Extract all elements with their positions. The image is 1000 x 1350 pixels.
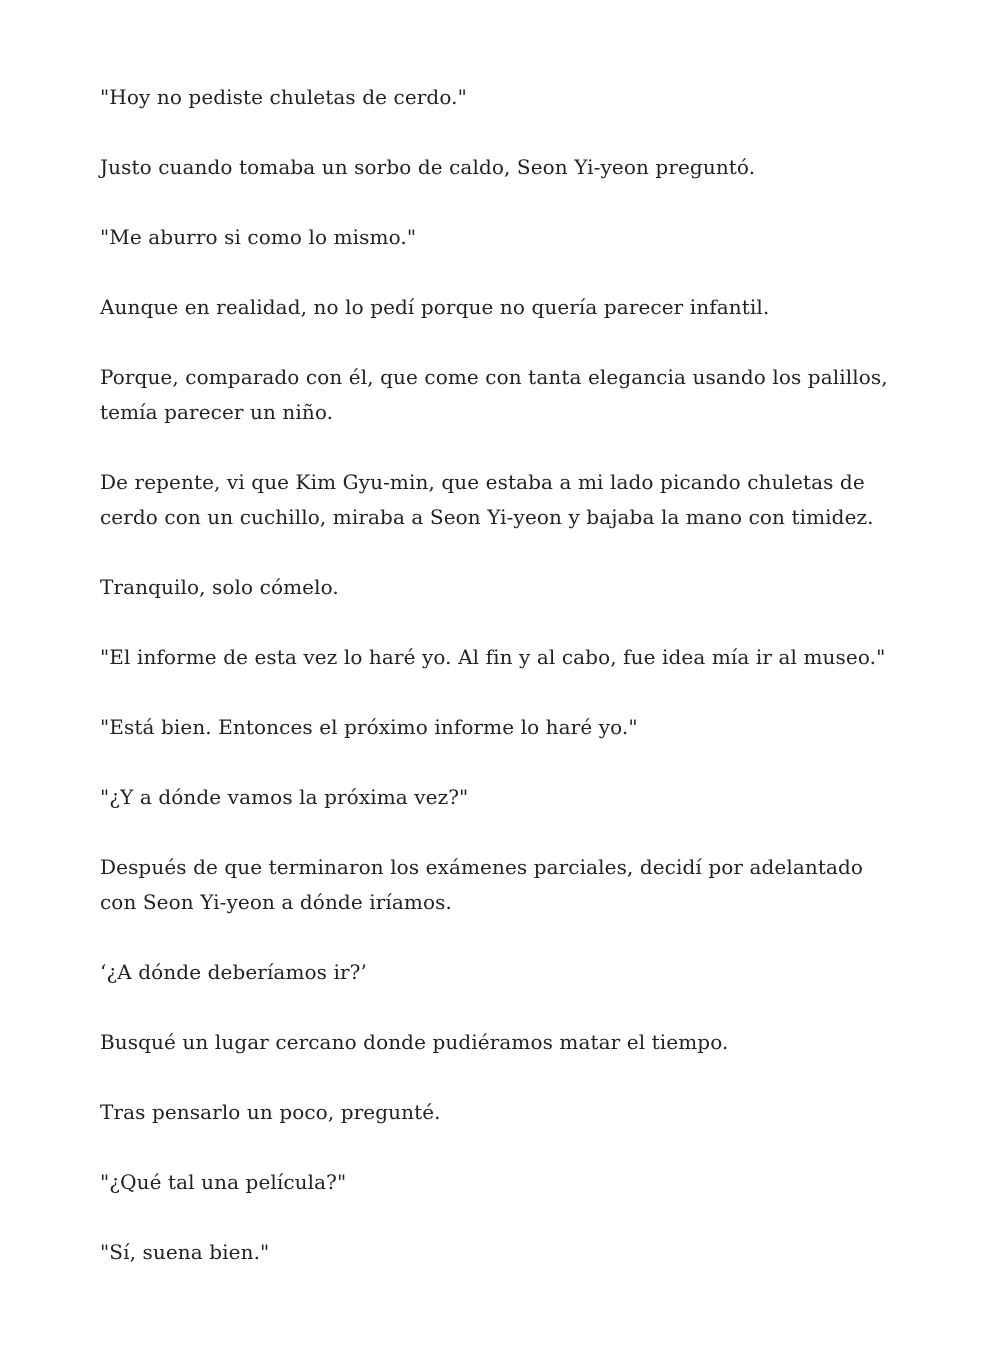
paragraph-9: "Está bien. Entonces el próximo informe lo haré yo." <box>100 715 638 739</box>
paragraph-2: Justo cuando tomaba un sorbo de caldo, Seon Yi-yeon preguntó. <box>100 155 756 179</box>
paragraph-8: "El informe de esta vez lo haré yo. Al fin y al cabo, fue idea mía ir al museo." <box>100 645 886 669</box>
paragraph-16: "Sí, suena bien." <box>100 1240 270 1264</box>
paragraph-13: Busqué un lugar cercano donde pudiéramos matar el tiempo. <box>100 1030 729 1054</box>
paragraph-15: "¿Qué tal una película?" <box>100 1170 347 1194</box>
paragraph-11: Después de que terminaron los exámenes parciales, decidí por adelantado con Seon Yi-yeon a dónde iríamos. <box>100 855 864 914</box>
paragraph-10: "¿Y a dónde vamos la próxima vez?" <box>100 785 469 809</box>
paragraph-12: ‘¿A dónde deberíamos ir?’ <box>100 960 367 984</box>
paragraph-7: Tranquilo, solo cómelo. <box>100 575 339 599</box>
paragraph-5: Porque, comparado con él, que come con tanta elegancia usando los palillos, temía parecer un niño. <box>100 365 888 424</box>
paragraph-1: "Hoy no pediste chuletas de cerdo." <box>100 85 467 109</box>
paragraph-3: "Me aburro si como lo mismo." <box>100 225 417 249</box>
paragraph-14: Tras pensarlo un poco, pregunté. <box>100 1100 441 1124</box>
paragraph-6: De repente, vi que Kim Gyu-min, que estaba a mi lado picando chuletas de cerdo con un cuchillo, miraba a Seon Yi-yeon y bajaba la mano con timidez. <box>100 470 874 529</box>
paragraph-4: Aunque en realidad, no lo pedí porque no quería parecer infantil. <box>100 295 770 319</box>
